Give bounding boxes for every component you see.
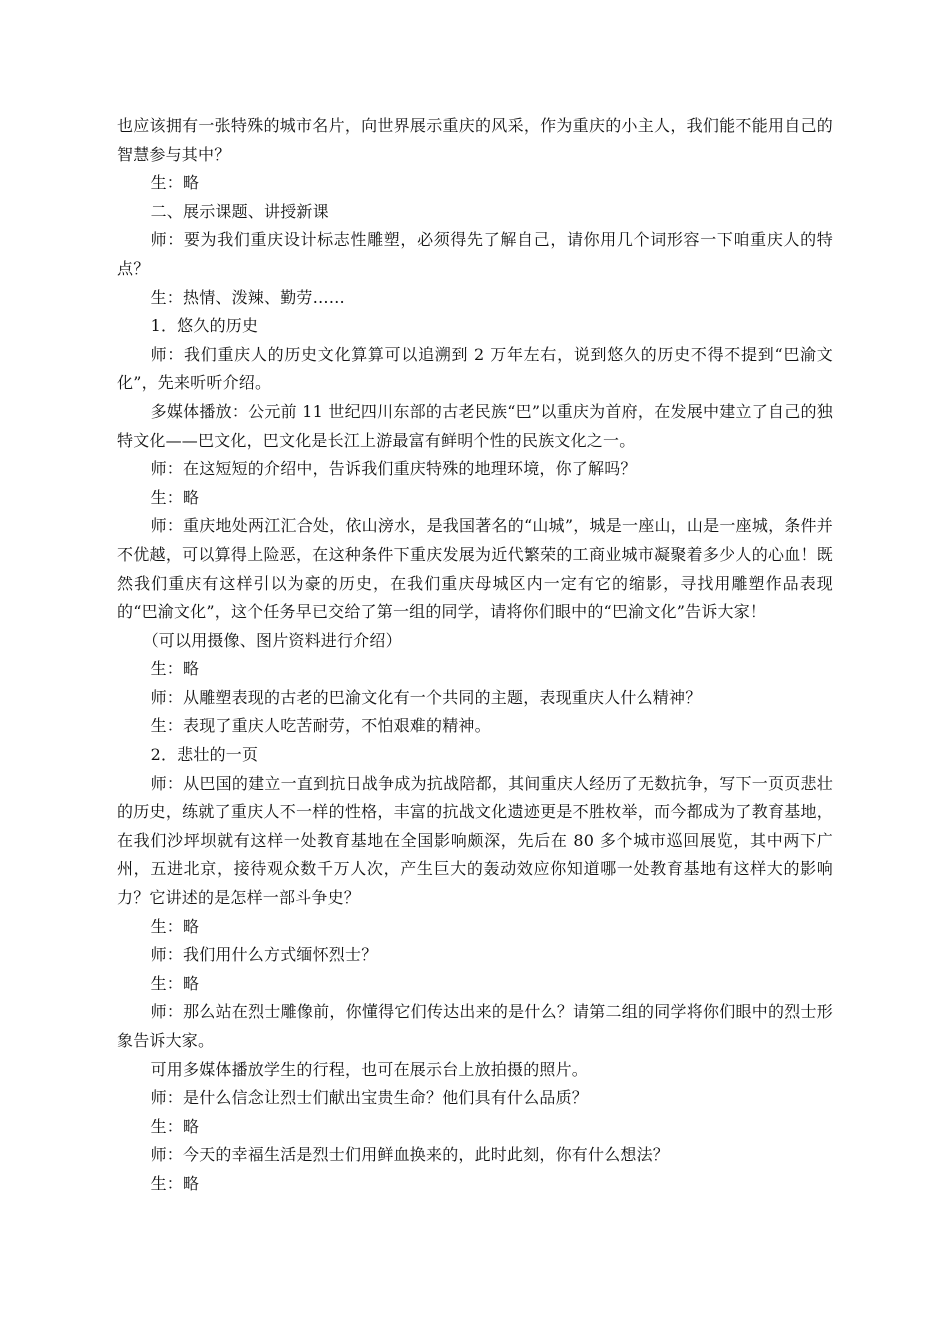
paragraph-student-reply: 生：略 [150,916,200,936]
paragraph-student-reply: 生：略 [150,487,200,507]
paragraph-student-reply: 生：略 [150,659,200,679]
paragraph-teacher: 师：那么站在烈士雕像前，你懂得它们传达出来的是什么？请第二组的同学将你们眼中的烈士形象告诉大家。 [117,1002,833,1050]
paragraph-teacher: 师：要为我们重庆设计标志性雕塑，必须得先了解自己，请你用几个词形容一下咱重庆人的特点？ [117,230,833,278]
paragraph-teacher: 师：重庆地处两江汇合处，依山滂水，是我国著名的“山城”，城是一座山，山是一座城，条件并不优越，可以算得上险恶，在这种条件下重庆发展为近代繁荣的工商业城市凝聚着多少人的心血！既然我们重庆有这样引以为豪的历史，在我们重庆母城区内一定有它的缩影，寻找用雕塑作品表现的“巴渝文化”，这个任务早已交给了第一组的同学，请将你们眼中的“巴渝文化”告诉大家！ [117,516,833,622]
paragraph-student-reply: 生：略 [150,1173,200,1193]
paragraph-teacher: 师：今天的幸福生活是烈士们用鲜血换来的，此时此刻，你有什么想法？ [150,1145,669,1165]
paragraph-student-reply: 生：略 [150,173,200,193]
subheading-long-history: 1．悠久的历史 [150,316,259,336]
paragraph-teacher: 师：从雕塑表现的古老的巴渝文化有一个共同的主题，表现重庆人什么精神？ [150,687,702,707]
paragraph-multimedia: 多媒体播放：公元前 11 世纪四川东部的古老民族“巴”以重庆为首府，在发展中建立了自己的独特文化——巴文化，巴文化是长江上游最富有鲜明个性的民族文化之一。 [117,401,833,450]
paragraph-note: （可以用摄像、图片资料进行介绍） [142,630,402,650]
paragraph-student-reply: 生：略 [150,973,200,993]
paragraph-student-reply: 生：热情、泼辣、勤劳…… [150,287,345,307]
paragraph-teacher: 师：从巴国的建立一直到抗日战争成为抗战陪都，其间重庆人经历了无数抗争，写下一页页悲壮的历史，练就了重庆人不一样的性格，丰富的抗战文化遗迹更是不胜枚举，而今都成为了教育基地，在我们沙坪坝就有这样一处教育基地在全国影响颇深，先后在 80 多个城市巡回展览，其中两下广州，五进北京，接待观众数千万人次，产生巨大的轰动效应你知道哪一处教育基地有这样大的影响力？它讲述的是怎样一部斗争史？ [117,773,833,908]
section-heading-new-lesson: 二、展示课题、讲授新课 [150,201,329,221]
paragraph-teacher: 师：是什么信念让烈士们献出宝贵生命？他们具有什么品质？ [150,1088,588,1108]
paragraph-teacher: 师：我们用什么方式缅怀烈士？ [150,945,378,965]
subheading-tragic-page: 2．悲壮的一页 [150,745,259,765]
paragraph-note: 可用多媒体播放学生的行程，也可在展示台上放拍摄的照片。 [150,1059,588,1079]
document-body [117,112,833,1199]
paragraph-student-reply: 生：略 [150,1116,200,1136]
paragraph-continuation: 也应该拥有一张特殊的城市名片，向世界展示重庆的风采，作为重庆的小主人，我们能不能用自己的智慧参与其中？ [117,116,833,164]
paragraph-teacher: 师：我们重庆人的历史文化算算可以追溯到 2 万年左右，说到悠久的历史不得不提到“巴渝文化”，先来听听介绍。 [117,344,833,393]
paragraph-student-reply: 生：表现了重庆人吃苦耐劳，不怕艰难的精神。 [150,716,491,736]
paragraph-teacher: 师：在这短短的介绍中，告诉我们重庆特殊的地理环境，你了解吗？ [150,459,637,479]
